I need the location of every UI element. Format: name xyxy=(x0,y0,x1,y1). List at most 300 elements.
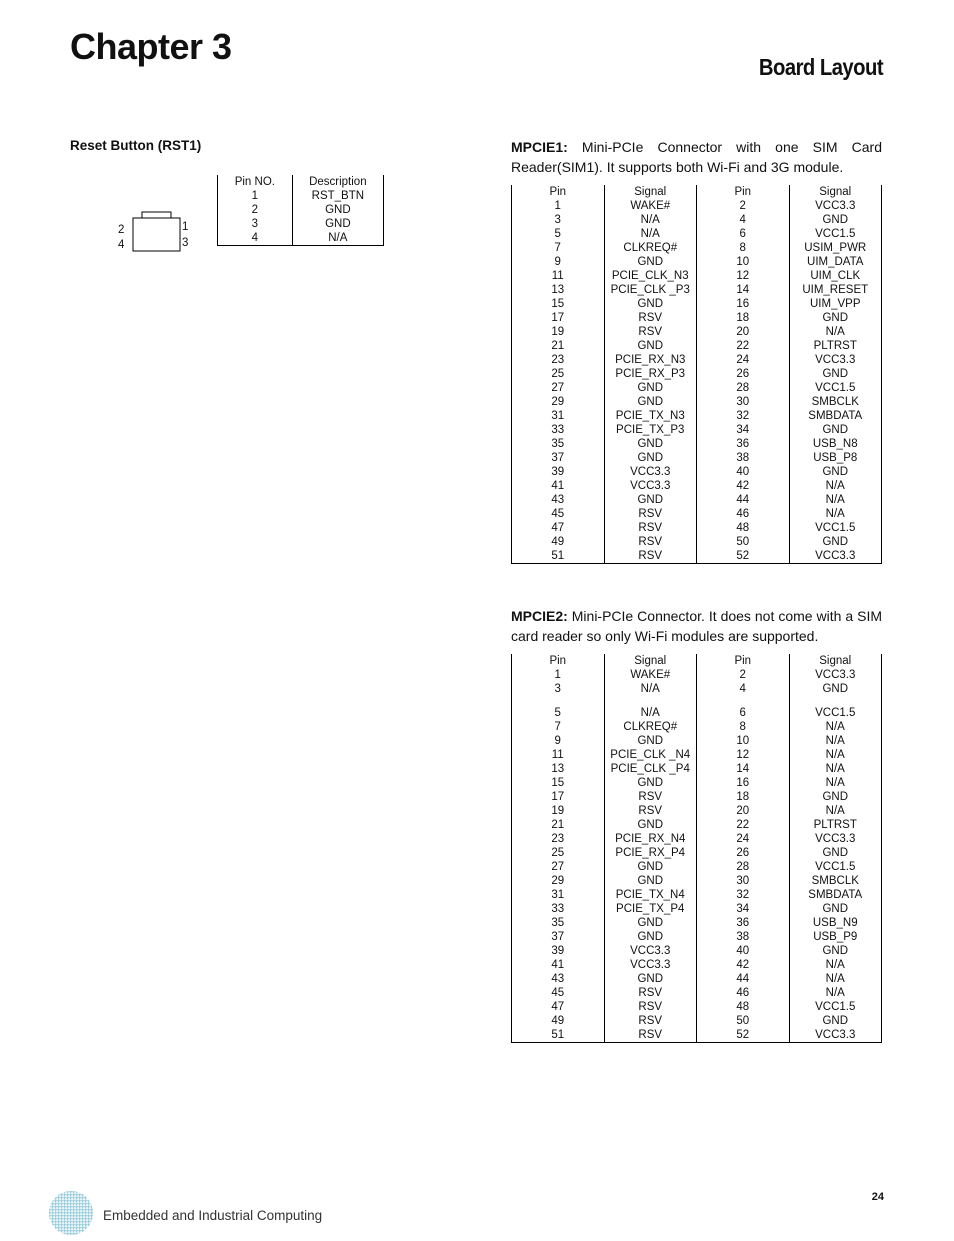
table-cell: N/A xyxy=(789,972,882,986)
table-cell: N/A xyxy=(604,682,697,706)
table-row xyxy=(512,832,882,846)
table-header-row xyxy=(512,654,882,668)
table-cell: RSV xyxy=(604,311,697,325)
table-cell: 3 xyxy=(512,213,605,227)
table-cell: GND xyxy=(604,916,697,930)
table-cell: 17 xyxy=(512,311,605,325)
pin-label-left-1: 2 xyxy=(118,224,125,236)
table-cell: VCC3.3 xyxy=(789,832,882,846)
table-cell: 52 xyxy=(697,549,790,564)
table-cell: PCIE_CLK_N3 xyxy=(604,269,697,283)
table-cell: 9 xyxy=(512,734,605,748)
table-cell: GND xyxy=(789,790,882,804)
table-cell: N/A xyxy=(789,748,882,762)
table-cell: 43 xyxy=(512,493,605,507)
chapter-title: Chapter 3 xyxy=(70,26,232,67)
table-cell: PLTRST xyxy=(789,339,882,353)
table-cell: 39 xyxy=(512,944,605,958)
table-cell: 7 xyxy=(512,241,605,255)
table-row xyxy=(512,776,882,790)
table-row xyxy=(512,325,882,339)
table-cell: 14 xyxy=(697,762,790,776)
table-cell: 50 xyxy=(697,535,790,549)
table-cell: 42 xyxy=(697,479,790,493)
table-cell: 16 xyxy=(697,297,790,311)
table-cell: 37 xyxy=(512,930,605,944)
table-cell: 10 xyxy=(697,255,790,269)
table-row xyxy=(512,227,882,241)
table-cell: 5 xyxy=(512,706,605,720)
table-cell: 35 xyxy=(512,437,605,451)
table-cell: 44 xyxy=(697,972,790,986)
table-cell: 22 xyxy=(697,818,790,832)
mpcie2-description xyxy=(511,607,882,646)
table-cell: N/A xyxy=(789,762,882,776)
column-header: Signal xyxy=(789,185,882,199)
table-cell: PCIE_RX_P4 xyxy=(604,846,697,860)
table-cell: 27 xyxy=(512,860,605,874)
table-cell: 8 xyxy=(697,720,790,734)
table-cell: VCC1.5 xyxy=(789,381,882,395)
table-cell: PCIE_CLK _P4 xyxy=(604,762,697,776)
table-row xyxy=(512,493,882,507)
table-cell: WAKE# xyxy=(604,199,697,213)
table-cell: RSV xyxy=(604,1014,697,1028)
table-cell: 1 xyxy=(512,668,605,682)
table-row xyxy=(512,535,882,549)
column-header: Signal xyxy=(789,654,882,668)
table-cell: UIM_RESET xyxy=(789,283,882,297)
table-cell: 18 xyxy=(697,311,790,325)
table-cell: GND xyxy=(604,297,697,311)
table-cell: PCIE_TX_N4 xyxy=(604,888,697,902)
table-row xyxy=(512,339,882,353)
table-cell: PCIE_TX_P3 xyxy=(604,423,697,437)
table-row xyxy=(512,437,882,451)
table-cell: GND xyxy=(789,1014,882,1028)
table-row xyxy=(512,1028,882,1043)
table-cell: VCC3.3 xyxy=(789,353,882,367)
table-cell: 18 xyxy=(697,790,790,804)
table-row xyxy=(512,409,882,423)
table-cell: 20 xyxy=(697,804,790,818)
table-cell: GND xyxy=(789,367,882,381)
table-cell: GND xyxy=(789,902,882,916)
mpcie1-pin-table xyxy=(511,185,882,564)
table-cell: 37 xyxy=(512,451,605,465)
table-cell: N/A xyxy=(789,507,882,521)
table-cell: 40 xyxy=(697,465,790,479)
mpcie1-text: Mini-PCIe Connector with one SIM Card Reader(SIM1). It supports both Wi-Fi and 3G module. xyxy=(511,139,882,175)
table-cell: PCIE_RX_N3 xyxy=(604,353,697,367)
table-cell: 1 xyxy=(512,199,605,213)
table-row xyxy=(512,521,882,535)
table-cell: GND xyxy=(604,776,697,790)
table-cell: GND xyxy=(604,874,697,888)
table-row xyxy=(512,958,882,972)
page-number: 24 xyxy=(871,1191,884,1203)
table-row xyxy=(512,451,882,465)
table-cell: WAKE# xyxy=(604,668,697,682)
table-cell: N/A xyxy=(789,958,882,972)
table-cell: VCC3.3 xyxy=(789,668,882,682)
table-cell: GND xyxy=(604,395,697,409)
table-cell: VCC3.3 xyxy=(604,465,697,479)
table-cell: 26 xyxy=(697,846,790,860)
table-cell: GND xyxy=(292,203,383,217)
table-cell: GND xyxy=(789,682,882,706)
table-cell: 25 xyxy=(512,846,605,860)
table-row xyxy=(218,203,384,217)
table-cell: 11 xyxy=(512,269,605,283)
table-cell: VCC1.5 xyxy=(789,227,882,241)
table-cell: 6 xyxy=(697,227,790,241)
table-row xyxy=(512,706,882,720)
table-cell: 24 xyxy=(697,832,790,846)
table-cell: 45 xyxy=(512,986,605,1000)
table-row xyxy=(512,748,882,762)
table-cell: 11 xyxy=(512,748,605,762)
table-cell: 43 xyxy=(512,972,605,986)
table-cell: RSV xyxy=(604,790,697,804)
table-cell: GND xyxy=(292,217,383,231)
table-cell: 2 xyxy=(218,203,293,217)
table-row xyxy=(512,860,882,874)
column-header: Pin xyxy=(512,185,605,199)
table-cell: GND xyxy=(789,311,882,325)
column-header: Pin xyxy=(697,185,790,199)
table-cell: 3 xyxy=(218,217,293,231)
pin-label-right-2: 3 xyxy=(182,237,189,249)
table-cell: UIM_VPP xyxy=(789,297,882,311)
table-cell: GND xyxy=(604,451,697,465)
table-cell: N/A xyxy=(789,776,882,790)
table-cell: GND xyxy=(789,423,882,437)
table-cell: 40 xyxy=(697,944,790,958)
table-cell: USIM_PWR xyxy=(789,241,882,255)
table-row xyxy=(512,930,882,944)
column-header: Pin xyxy=(512,654,605,668)
table-cell: 30 xyxy=(697,395,790,409)
table-cell: RSV xyxy=(604,535,697,549)
table-cell: PCIE_RX_P3 xyxy=(604,367,697,381)
table-cell: N/A xyxy=(604,227,697,241)
table-cell: N/A xyxy=(292,231,383,246)
table-row xyxy=(512,269,882,283)
table-row xyxy=(512,213,882,227)
table-row xyxy=(512,241,882,255)
table-cell: VCC3.3 xyxy=(789,1028,882,1043)
table-row xyxy=(512,916,882,930)
table-cell: VCC3.3 xyxy=(604,479,697,493)
table-cell: 15 xyxy=(512,297,605,311)
table-cell: 46 xyxy=(697,986,790,1000)
column-header: Pin NO. xyxy=(218,175,293,189)
table-cell: 41 xyxy=(512,479,605,493)
column-header: Signal xyxy=(604,185,697,199)
mpcie1-label: MPCIE1: xyxy=(511,139,568,155)
table-cell: CLKREQ# xyxy=(604,720,697,734)
table-cell: 48 xyxy=(697,521,790,535)
table-row xyxy=(512,283,882,297)
table-cell: CLKREQ# xyxy=(604,241,697,255)
table-row xyxy=(512,1000,882,1014)
table-cell: VCC1.5 xyxy=(789,860,882,874)
reset-connector-diagram xyxy=(116,211,196,256)
table-cell: GND xyxy=(604,381,697,395)
table-cell: VCC3.3 xyxy=(789,199,882,213)
table-cell: 39 xyxy=(512,465,605,479)
table-row xyxy=(512,734,882,748)
table-cell: N/A xyxy=(789,734,882,748)
table-cell: PCIE_TX_P4 xyxy=(604,902,697,916)
table-cell: 31 xyxy=(512,888,605,902)
table-cell: 4 xyxy=(697,682,790,706)
table-cell: N/A xyxy=(789,479,882,493)
table-row xyxy=(512,790,882,804)
table-row xyxy=(512,762,882,776)
table-cell: GND xyxy=(789,846,882,860)
table-cell: 48 xyxy=(697,1000,790,1014)
table-cell: GND xyxy=(604,493,697,507)
table-cell: 13 xyxy=(512,283,605,297)
table-cell: GND xyxy=(604,255,697,269)
pin-label-right-1: 1 xyxy=(182,221,189,233)
table-row xyxy=(512,199,882,213)
table-cell: 47 xyxy=(512,1000,605,1014)
table-cell: 4 xyxy=(697,213,790,227)
table-cell: 52 xyxy=(697,1028,790,1043)
table-cell: VCC1.5 xyxy=(789,706,882,720)
table-cell: RSV xyxy=(604,507,697,521)
table-row xyxy=(512,972,882,986)
table-row xyxy=(512,668,882,682)
table-cell: PCIE_CLK _N4 xyxy=(604,748,697,762)
mpcie2-label: MPCIE2: xyxy=(511,608,568,624)
table-cell: 12 xyxy=(697,269,790,283)
table-cell: 21 xyxy=(512,818,605,832)
table-cell: 32 xyxy=(697,409,790,423)
table-cell: N/A xyxy=(789,325,882,339)
table-cell: USB_P9 xyxy=(789,930,882,944)
table-row xyxy=(512,423,882,437)
table-cell: 21 xyxy=(512,339,605,353)
table-cell: 46 xyxy=(697,507,790,521)
table-cell: RSV xyxy=(604,1028,697,1043)
reset-button-heading: Reset Button (RST1) xyxy=(70,138,202,153)
table-cell: 1 xyxy=(218,189,293,203)
table-cell: 4 xyxy=(218,231,293,246)
table-cell: N/A xyxy=(604,213,697,227)
table-row xyxy=(512,846,882,860)
table-cell: GND xyxy=(789,944,882,958)
table-cell: 32 xyxy=(697,888,790,902)
table-cell: GND xyxy=(604,860,697,874)
table-row xyxy=(512,507,882,521)
table-row xyxy=(512,818,882,832)
table-cell: 22 xyxy=(697,339,790,353)
table-cell: 42 xyxy=(697,958,790,972)
table-cell: 29 xyxy=(512,874,605,888)
table-cell: RSV xyxy=(604,325,697,339)
table-row xyxy=(512,255,882,269)
table-cell: 34 xyxy=(697,423,790,437)
column-header: Signal xyxy=(604,654,697,668)
mpcie2-text: Mini-PCIe Connector. It does not come with a SIM card reader so only Wi-Fi modules are supported. xyxy=(511,608,882,644)
table-cell: VCC3.3 xyxy=(604,944,697,958)
table-row xyxy=(512,367,882,381)
table-cell: GND xyxy=(604,437,697,451)
table-cell: RST_BTN xyxy=(292,189,383,203)
table-cell: GND xyxy=(604,734,697,748)
table-row xyxy=(512,395,882,409)
table-row xyxy=(512,353,882,367)
pin-label-left-2: 4 xyxy=(118,239,125,251)
table-cell: 49 xyxy=(512,1014,605,1028)
table-cell: VCC1.5 xyxy=(789,521,882,535)
table-cell: N/A xyxy=(604,706,697,720)
table-cell: 29 xyxy=(512,395,605,409)
table-cell: 3 xyxy=(512,682,605,706)
table-cell: 19 xyxy=(512,325,605,339)
table-cell: 19 xyxy=(512,804,605,818)
mpcie2-pin-table xyxy=(511,654,882,1043)
table-cell: N/A xyxy=(789,804,882,818)
table-cell: 28 xyxy=(697,860,790,874)
table-cell: 51 xyxy=(512,1028,605,1043)
table-cell: 23 xyxy=(512,832,605,846)
table-row xyxy=(512,902,882,916)
table-cell: GND xyxy=(789,465,882,479)
table-cell: 20 xyxy=(697,325,790,339)
table-row xyxy=(218,231,384,246)
table-cell: 17 xyxy=(512,790,605,804)
table-row xyxy=(218,217,384,231)
table-cell: N/A xyxy=(789,986,882,1000)
table-cell: SMBCLK xyxy=(789,874,882,888)
table-cell: 44 xyxy=(697,493,790,507)
table-row xyxy=(512,888,882,902)
table-cell: 45 xyxy=(512,507,605,521)
table-cell: UIM_DATA xyxy=(789,255,882,269)
footer-text: Embedded and Industrial Computing xyxy=(103,1208,323,1223)
table-cell: SMBCLK xyxy=(789,395,882,409)
table-cell: RSV xyxy=(604,521,697,535)
reset-pin-table xyxy=(217,175,384,246)
table-cell: 38 xyxy=(697,451,790,465)
table-cell: PCIE_CLK _P3 xyxy=(604,283,697,297)
table-cell: 30 xyxy=(697,874,790,888)
table-row xyxy=(218,189,384,203)
table-row xyxy=(512,682,882,706)
table-cell: 8 xyxy=(697,241,790,255)
table-cell: GND xyxy=(604,818,697,832)
column-header: Description xyxy=(292,175,383,189)
table-cell: 16 xyxy=(697,776,790,790)
table-cell: 23 xyxy=(512,353,605,367)
table-cell: 7 xyxy=(512,720,605,734)
table-row xyxy=(512,986,882,1000)
table-cell: GND xyxy=(604,972,697,986)
table-cell: 49 xyxy=(512,535,605,549)
table-row xyxy=(512,311,882,325)
table-header-row xyxy=(512,185,882,199)
table-cell: USB_N8 xyxy=(789,437,882,451)
table-cell: 26 xyxy=(697,367,790,381)
table-cell: 2 xyxy=(697,668,790,682)
table-cell: N/A xyxy=(789,720,882,734)
table-cell: RSV xyxy=(604,549,697,564)
table-cell: 38 xyxy=(697,930,790,944)
mpcie1-description xyxy=(511,138,882,177)
table-cell: 5 xyxy=(512,227,605,241)
table-cell: 28 xyxy=(697,381,790,395)
table-cell: 6 xyxy=(697,706,790,720)
table-cell: 36 xyxy=(697,916,790,930)
table-cell: GND xyxy=(604,339,697,353)
table-cell: RSV xyxy=(604,804,697,818)
column-header: Pin xyxy=(697,654,790,668)
table-cell: VCC3.3 xyxy=(604,958,697,972)
table-cell: 34 xyxy=(697,902,790,916)
table-cell: GND xyxy=(789,213,882,227)
table-cell: 15 xyxy=(512,776,605,790)
table-cell: 33 xyxy=(512,423,605,437)
table-cell: VCC3.3 xyxy=(789,549,882,564)
table-row xyxy=(512,297,882,311)
table-cell: 41 xyxy=(512,958,605,972)
table-cell: 51 xyxy=(512,549,605,564)
table-cell: USB_N9 xyxy=(789,916,882,930)
section-title: Board Layout xyxy=(758,54,883,80)
table-cell: UIM_CLK xyxy=(789,269,882,283)
table-row xyxy=(512,874,882,888)
table-cell: PCIE_TX_N3 xyxy=(604,409,697,423)
table-cell: RSV xyxy=(604,1000,697,1014)
table-row xyxy=(512,465,882,479)
table-cell: 33 xyxy=(512,902,605,916)
table-cell: 25 xyxy=(512,367,605,381)
table-cell: 24 xyxy=(697,353,790,367)
table-cell: 9 xyxy=(512,255,605,269)
table-cell: 12 xyxy=(697,748,790,762)
table-cell: 36 xyxy=(697,437,790,451)
table-cell: 35 xyxy=(512,916,605,930)
table-cell: 10 xyxy=(697,734,790,748)
globe-logo-icon xyxy=(48,1190,94,1241)
table-cell: 27 xyxy=(512,381,605,395)
table-cell: RSV xyxy=(604,986,697,1000)
table-cell: 47 xyxy=(512,521,605,535)
table-cell: 2 xyxy=(697,199,790,213)
table-cell: GND xyxy=(604,930,697,944)
table-row xyxy=(512,1014,882,1028)
table-cell: GND xyxy=(789,535,882,549)
table-cell: SMBDATA xyxy=(789,888,882,902)
table-cell: VCC1.5 xyxy=(789,1000,882,1014)
table-cell: SMBDATA xyxy=(789,409,882,423)
table-cell: N/A xyxy=(789,493,882,507)
table-cell: 31 xyxy=(512,409,605,423)
table-row xyxy=(512,720,882,734)
table-cell: USB_P8 xyxy=(789,451,882,465)
table-row xyxy=(512,381,882,395)
table-cell: PLTRST xyxy=(789,818,882,832)
table-row xyxy=(512,804,882,818)
table-cell: 50 xyxy=(697,1014,790,1028)
table-cell: 13 xyxy=(512,762,605,776)
table-row xyxy=(512,479,882,493)
